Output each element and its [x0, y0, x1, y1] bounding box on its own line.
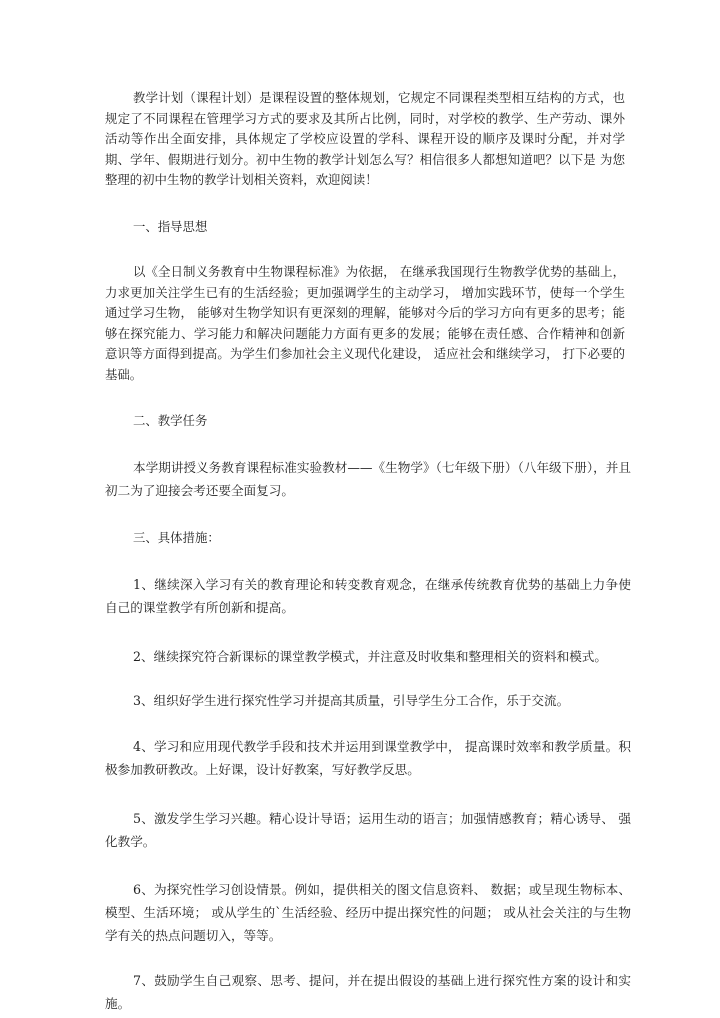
- guiding-ideology-paragraph: 以《全日制义务教育中生物课程标准》为依据， 在继承我国现行生物教学优势的基础上，力求更加关注学生已有的生活经验；更加强调学生的主动学习， 增加实践环节，使每一个学生通过学习生物， 能够对生物学知识有更深刻的理解，能够对今后的学习方向有更多的思考；能够在探究能力、学习能力和解决问题能力方面有更多的发展；能够在责任感、合作精神和创新意识等方面得到提高。为学生们参加社会主义现代化建设， 适应社会和继续学习， 打下必要的基础。: [105, 264, 625, 382]
- teaching-tasks-paragraph: 本学期讲授义务教育课程标准实验教材——《生物学》（七年级下册）（八年级下册），并且初二为了迎接会考还要全面复习。: [105, 460, 631, 498]
- measure-item: 4、学习和应用现代教学手段和技术并运用到课堂教学中， 提高课时效率和教学质量。积极参加教研教改。上好课，设计好教案，写好教学反思。: [105, 739, 631, 777]
- measure-item: 7、鼓励学生自己观察、思考、提问，并在提出假设的基础上进行探究性方案的设计和实施。: [105, 973, 631, 1011]
- section-heading-measures: 三、具体措施：: [133, 530, 220, 545]
- intro-paragraph: 教学计划（课程计划）是课程设置的整体规划，它规定不同课程类型相互结构的方式，也规定了不同课程在管理学习方式的要求及其所占比例，同时，对学校的教学、生产劳动、课外活动等作出全面安排，具体规定了学校应设置的学科、课程开设的顺序及课时分配，并对学期、学年、假期进行划分。初中生物的教学计划怎么写？相信很多人都想知道吧？以下是 为您整理的初中生物的教学计划相关资料，欢迎阅读！: [105, 90, 625, 187]
- measure-item: 1、继续深入学习有关的教育理论和转变教育观念，在继承传统教育优势的基础上力争使自己的课堂教学有所创新和提高。: [105, 577, 631, 615]
- measure-item: 5、激发学生学习兴趣。精心设计导语；运用生动的语言；加强情感教育；精心诱导、 强化教学。: [105, 811, 631, 849]
- section-heading-teaching-tasks: 二、教学任务: [133, 413, 208, 428]
- section-heading-guiding-ideology: 一、指导思想: [133, 219, 208, 234]
- measure-item: 6、为探究性学习创设情景。例如，提供相关的图文信息资料、 数据；或呈现生物标本、模型、生活环境； 或从学生的`生活经验、经历中提出探究性的问题； 或从社会关注的与生物学有关的热点问题切入，等等。: [105, 882, 631, 943]
- measure-item: 2、继续探究符合新课标的课堂教学模式，并注意及时收集和整理相关的资料和模式。: [133, 649, 607, 664]
- measure-item: 3、组织好学生进行探究性学习并提高其质量，引导学生分工合作，乐于交流。: [133, 693, 570, 708]
